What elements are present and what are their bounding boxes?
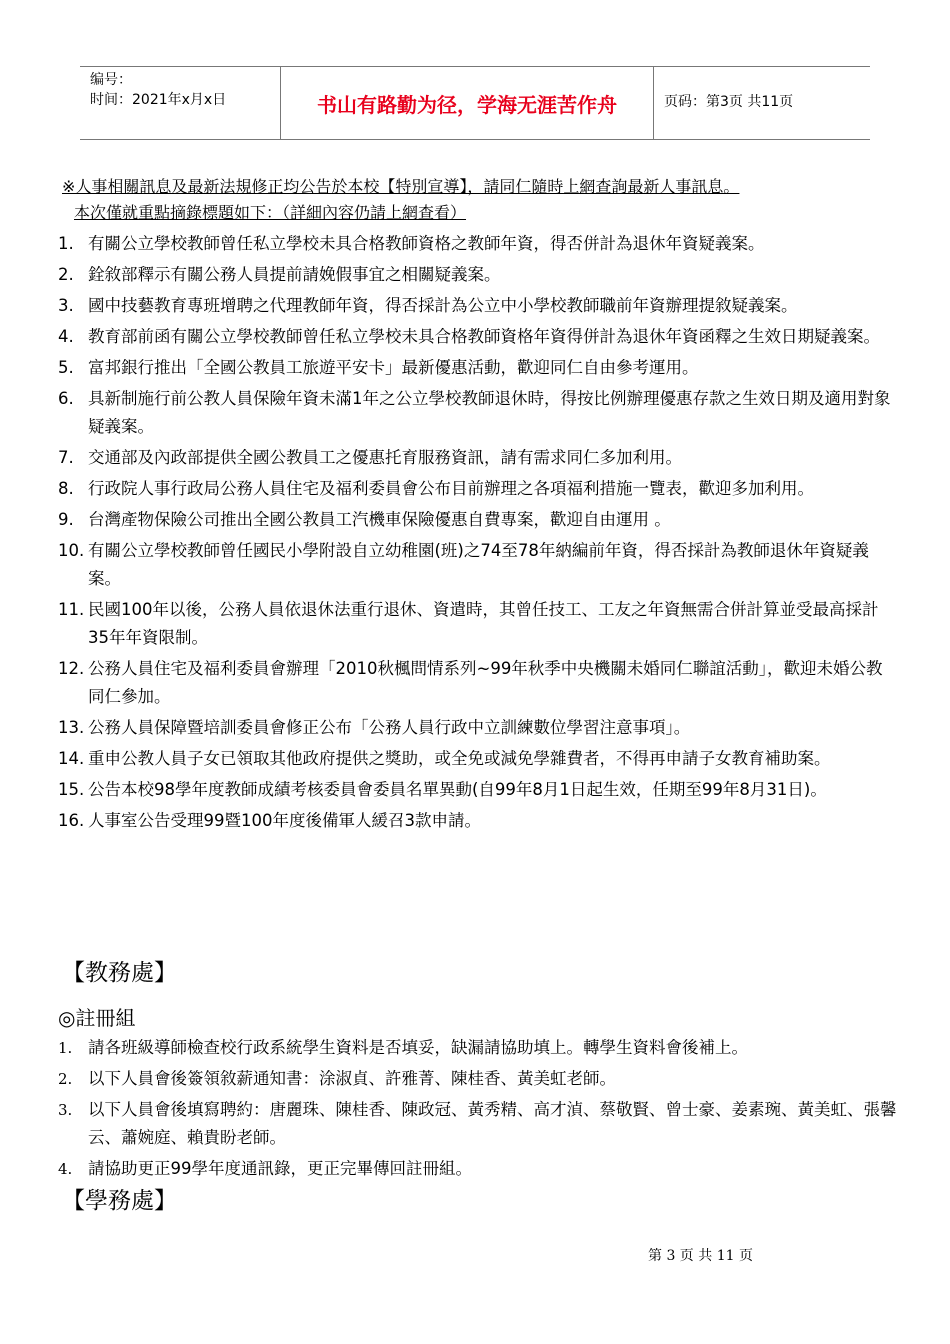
registration-list [58,1034,898,1186]
registration-heading: ◎註冊組 [58,1006,136,1030]
header-meta-cell [80,67,281,139]
list-item: 11. 民國100年以後，公務人員依退休法重行退休、資遣時，其曾任技工、工友之年資無需合併計算並受最高採計35年年資限制。 [58,600,879,647]
list-item: 3. 以下人員會後填寫聘約：唐麗珠、陳桂香、陳政冠、黃秀精、高才湞、蔡敬賢、曾士豪、姜素琬、黃美虹、張馨云、蕭婉庭、賴貴盼老師。 [58,1100,897,1147]
list-item: 6. 具新制施行前公教人員保險年資未滿1年之公立學校教師退休時，得按比例辦理優惠存款之生效日期及適用對象疑義案。 [58,389,891,436]
section-student-heading: 【學務處】 [62,1188,177,1214]
personnel-notice [62,174,892,226]
time-label: 时间：2021年x月x日 [90,92,227,108]
motto: 书山有路勤为径，学海无涯苦作舟 [317,93,617,117]
list-item: 10. 有關公立學校教師曾任國民小學附設自立幼稚園(班)之74至78年納編前年資，得否採計為教師退休年資疑義案。 [58,541,869,588]
list-item: 13. 公務人員保障暨培訓委員會修正公布「公務人員行政中立訓練數位學習注意事項」。 [58,718,691,737]
list-item: 16. 人事室公告受理99暨100年度後備軍人緩召3款申請。 [58,811,481,830]
list-item: 1. 有關公立學校教師曾任私立學校未具合格教師資格之教師年資，得否併計為退休年資疑義案。 [58,234,765,253]
list-item: 2. 銓敘部釋示有關公務人員提前請娩假事宜之相關疑義案。 [58,265,501,284]
list-item: 7. 交通部及內政部提供全國公教員工之優惠托育服務資訊，請有需求同仁多加利用。 [58,448,682,467]
list-item: 9. 台灣產物保險公司推出全國公教員工汽機車保險優惠自費專案，歡迎自由運用 。 [58,510,671,529]
list-item: 8. 行政院人事行政局公務人員住宅及福利委員會公布目前辦理之各項福利措施一覽表，歡迎多加利用。 [58,479,814,498]
list-item: 1. 請各班級導師檢查校行政系統學生資料是否填妥，缺漏請協助填上。轉學生資料會後補上。 [58,1038,748,1057]
notice-line-1: ※人事相關訊息及最新法規修正均公告於本校【特別宣導】，請同仁隨時上網查詢最新人事訊息。 [62,177,740,196]
header-page-cell [654,67,870,139]
list-item: 4. 請協助更正99學年度通訊錄，更正完畢傳回註冊組。 [58,1159,472,1178]
list-item: 12. 公務人員住宅及福利委員會辦理「2010秋楓問情系列~99年秋季中央機關未婚同仁聯誼活動」，歡迎未婚公教同仁參加。 [58,659,883,706]
personnel-list [58,230,898,838]
page-label: 页码：第3页 共11页 [664,94,794,110]
page-footer: 第 3 页 共 11 页 [648,1248,753,1264]
list-item: 2. 以下人員會後簽領敘薪通知書：涂淑貞、許雅菁、陳桂香、黃美虹老師。 [58,1069,616,1088]
page-header [80,66,870,140]
list-item: 15. 公告本校98學年度教師成績考核委員會委員名單異動(自99年8月1日起生效，任期至99年8月31日)。 [58,780,827,799]
header-motto-cell [281,67,654,139]
notice-line-2: 本次僅就重點摘錄標題如下：（詳細內容仍請上網查看） [74,203,467,222]
list-item: 4. 教育部前函有關公立學校教師曾任私立學校未具合格教師資格年資得併計為退休年資函釋之生效日期疑義案。 [58,327,880,346]
code-label: 编号： [90,72,132,88]
list-item: 5. 富邦銀行推出「全國公教員工旅遊平安卡」最新優惠活動，歡迎同仁自由參考運用。 [58,358,699,377]
section-academic-heading: 【教務處】 [62,960,177,986]
list-item: 3. 國中技藝教育專班增聘之代理教師年資，得否採計為公立中小學校教師職前年資辦理提敘疑義案。 [58,296,798,315]
list-item: 14. 重申公教人員子女已領取其他政府提供之獎助，或全免或減免學雜費者，不得再申請子女教育補助案。 [58,749,831,768]
